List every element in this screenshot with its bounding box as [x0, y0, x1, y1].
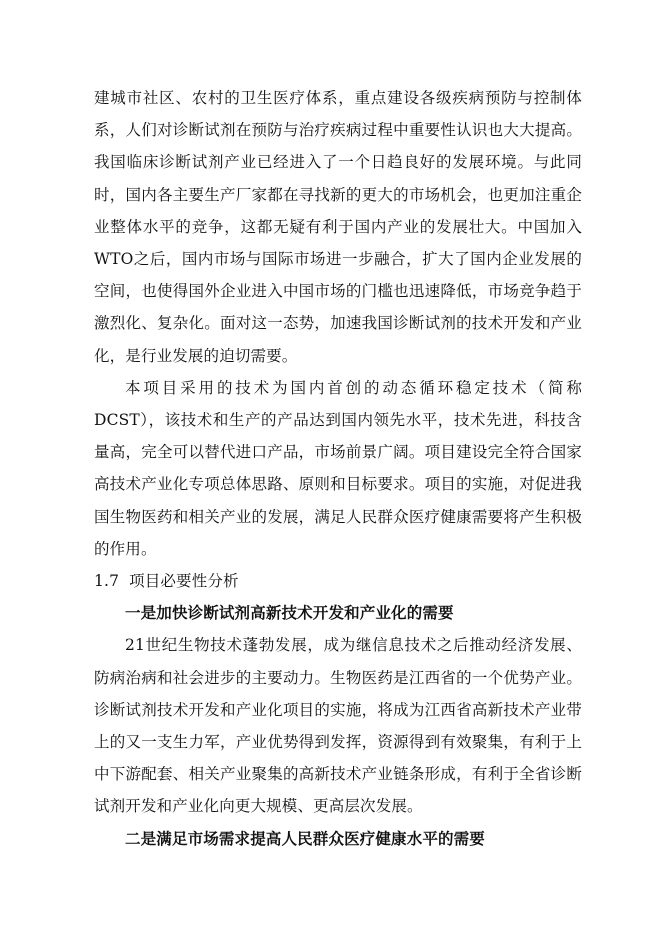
subheading-second: 二是满足市场需求提高人民群众医疗健康水平的需要: [125, 828, 485, 848]
section-heading: [94, 565, 582, 597]
paragraph-continuation: 建城市社区、农村的卫生医疗体系，重点建设各级疾病预防与控制体系，人们对诊断试剂在预防与治疗疾病过程中重要性认识也大大提高。我国临床诊断试剂产业已经进入了一个日趋良好的发展环境。与此同时，国内各主要生产厂家都在寻找新的更大的市场机会，也更加注重企业整体水平的竞争，这都无疑有利于国内产业的发展壮大。中国加入WTO之后，国内市场与国际市场进一步融合，扩大了国内企业发展的空间，也使得国外企业进入中国市场的门槛也迅速降低，市场竞争趋于激烈化、复杂化。面对这一态势，加速我国诊断试剂的技术开发和产业化，是行业发展的迫切需要。: [94, 89, 582, 365]
document-body: [94, 82, 582, 855]
paragraph-technology: 本项目采用的技术为国内首创的动态循环稳定技术（简称DCST），该技术和生产的产品达到国内领先水平，技术先进，科技含量高，完全可以替代进口产品，市场前景广阔。项目建设完全符合国家高技术产业化专项总体思路、原则和目标要求。项目的实施，对促进我国生物医药和相关产业的发展，满足人民群众医疗健康需要将产生积极的作用。: [94, 378, 582, 558]
section-number: 1.7: [94, 572, 120, 591]
section-title: 项目必要性分析: [129, 572, 239, 591]
paragraph-biotech: 21世纪生物技术蓬勃发展，成为继信息技术之后推动经济发展、防病治病和社会进步的主要动力。生物医药是江西省的一个优势产业。诊断试剂技术开发和产业化项目的实施，将成为江西省高新技术产业带上的又一支生力军，产业优势得到发挥，资源得到有效聚集，有利于上中下游配套、相关产业聚集的高新技术产业链条形成，有利于全省诊断试剂开发和产业化向更大规模、更高层次发展。: [94, 636, 582, 816]
subheading-first: 一是加快诊断试剂高新技术开发和产业化的需要: [125, 603, 454, 623]
